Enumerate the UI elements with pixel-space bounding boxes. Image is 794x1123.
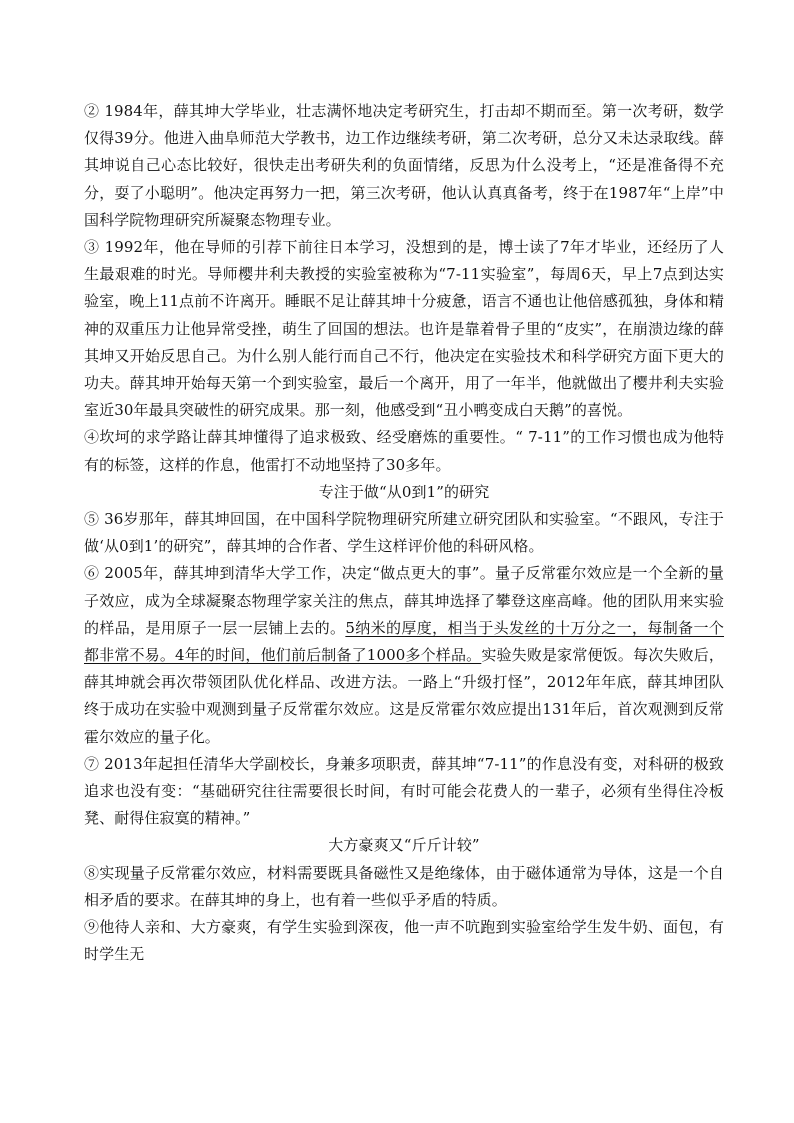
- section-heading-generous-yet-meticulous: 大方豪爽又“斤斤计较”: [328, 836, 480, 855]
- paragraph-5: ⑤ 36岁那年，薛其坤回国，在中国科学院物理研究所建立研究团队和实验室。“不跟风，专注于做‘从0到1’的研究”，薛其坤的合作者、学生这样评价他的科研风格。: [84, 510, 724, 556]
- paragraph-9: ⑨他待人亲和、大方豪爽，有学生实验到深夜，他一声不吭跑到实验室给学生发牛奶、面包，有时学生无: [84, 918, 724, 964]
- article-body: [84, 98, 724, 969]
- paragraph-6-part-1: ⑥ 2005年，薛其坤到清华大学工作，决定“做点更大的事”。量子反常霍尔效应是一个全新的量子效应，成为全球凝聚态物理学家关注的焦点，薛其坤选择了攀登这座高峰。他的团队用来实验的样品，是用原子一层一层铺上去的。: [84, 564, 724, 637]
- paragraph-8: ⑧实现量子反常霍尔效应，材料需要既具备磁性又是绝缘体，由于磁体通常为导体，这是一个自相矛盾的要求。在薛其坤的身上，也有着一些似乎矛盾的特质。: [84, 863, 724, 909]
- paragraph-6-underlined-sentence: 5纳米的厚度，相当于头发丝的十万分之一，每制备一个都非常不易。4年的时间，他们前后制备了1000多个样品。: [84, 618, 725, 665]
- paragraph-4: ④坎坷的求学路让薛其坤懂得了追求极致、经受磨炼的重要性。“ 7-11”的工作习惯也成为他特有的标签，这样的作息，他雷打不动地坚持了30多年。: [84, 428, 724, 474]
- paragraph-6: [84, 560, 724, 750]
- section-heading-from-zero-to-one: 专注于做“从0到1”的研究: [318, 482, 490, 501]
- paragraph-3: ③ 1992年，他在导师的引荐下前往日本学习，没想到的是，博士读了7年才毕业，还经历了人生最艰难的时光。导师樱井利夫教授的实验室被称为“7-11实验室”，每周6天，早上7点到达实验室，晚上11点前不许离开。睡眠不足让薛其坤十分疲惫，语言不通也让他倍感孤独，身体和精神的双重压力让他异常受挫，萌生了回国的想法。也许是靠着骨子里的“皮实”，在崩溃边缘的薛其坤又开始反思自己。为什么别人能行而自己不行，他决定在实验技术和科学研究方面下更大的功夫。薛其坤开始每天第一个到实验室，最后一个离开，用了一年半，他就做出了樱井利夫实验室近30年最具突破性的研究成果。那一刻，他感受到“丑小鸭变成白天鹅”的喜悦。: [84, 238, 724, 420]
- paragraph-2: ② 1984年，薛其坤大学毕业，壮志满怀地决定考研究生，打击却不期而至。第一次考研，数学仅得39分。他进入曲阜师范大学教书，边工作边继续考研，第二次考研，总分又未达录取线。薛其坤说自己心态比较好，很快走出考研失利的负面情绪，反思为什么没考上，“还是准备得不充分，耍了小聪明”。他决定再努力一把，第三次考研，他认认真真备考，终于在1987年“上岸”中国科学院物理研究所凝聚态物理专业。: [84, 102, 724, 229]
- paragraph-7: ⑦ 2013年起担任清华大学副校长，身兼多项职责，薛其坤“7-11”的作息没有变，对科研的极致追求也没有变：“基础研究往往需要很长时间，有时可能会花费人的一辈子，必须有坐得住冷板凳、耐得住寂寞的精神。”: [84, 754, 724, 828]
- paragraph-6-part-2: 实验失败是家常便饭。每次失败后，薛其坤就会再次带领团队优化样品、改进方法。一路上“升级打怪”，2012年年底，薛其坤团队终于成功在实验中观测到量子反常霍尔效应。这是反常霍尔效应提出131年后，首次观测到反常霍尔效应的量子化。: [84, 646, 724, 746]
